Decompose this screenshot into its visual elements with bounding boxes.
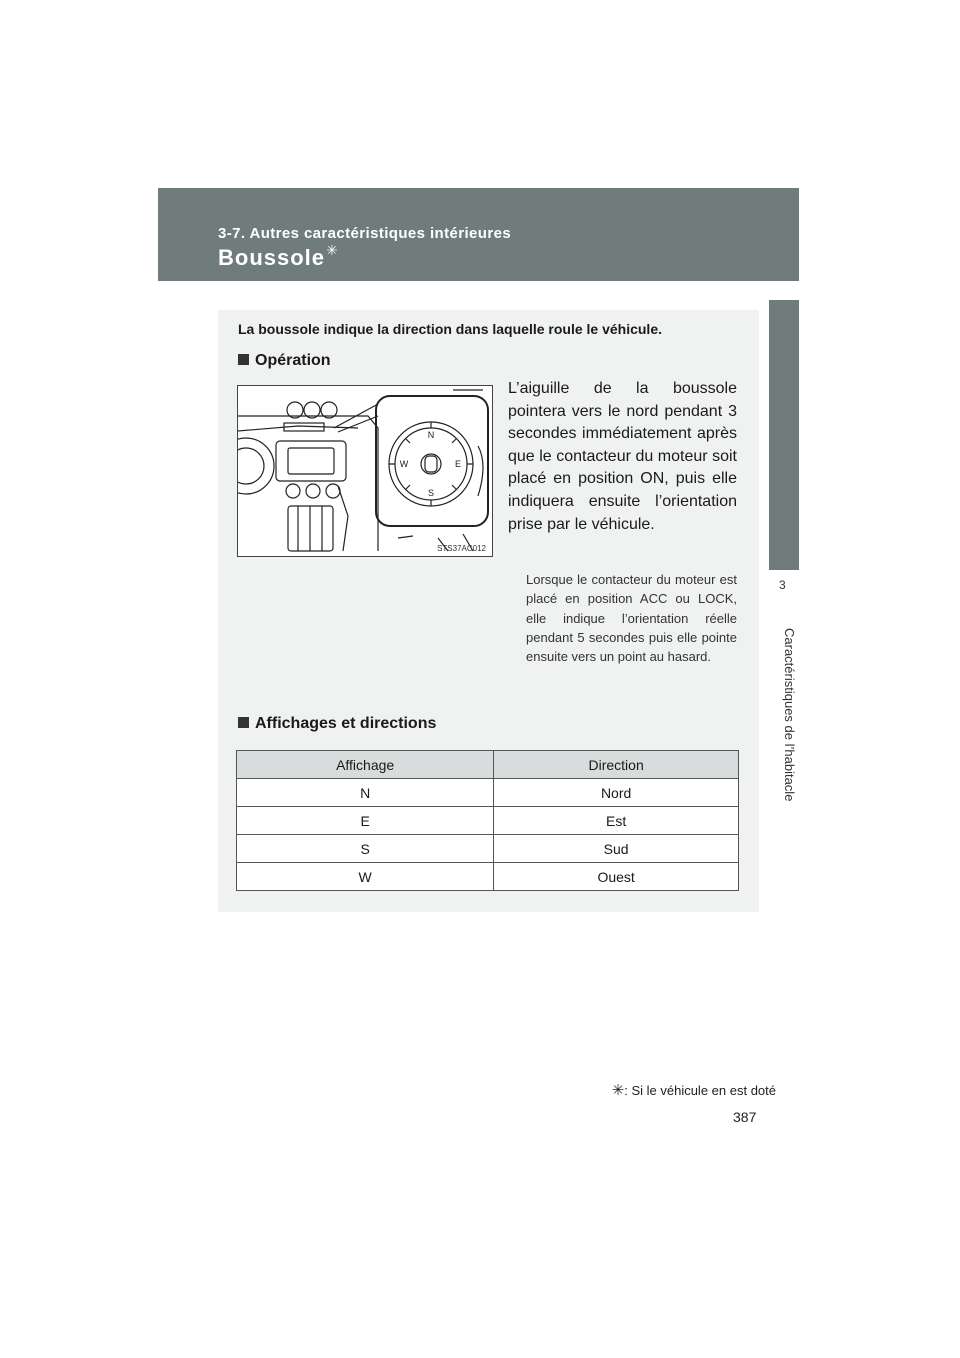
table-cell: N xyxy=(237,779,494,807)
table-cell: Nord xyxy=(494,779,739,807)
chapter-number: 3 xyxy=(779,578,786,592)
page-number: 387 xyxy=(733,1109,757,1125)
chapter-label: Caractéristiques de l’habitacle xyxy=(782,628,797,802)
table-row xyxy=(237,807,739,835)
operation-note: Lorsque le contacteur du moteur est placé en position ACC ou LOCK, elle indique l’orientation réelle pendant 5 secondes puis elle pointe ensuite vers un point au hasard. xyxy=(526,572,737,665)
table-cell: S xyxy=(237,835,494,863)
compass-letter-n: N xyxy=(427,430,435,440)
table-cell: Sud xyxy=(494,835,739,863)
operation-paragraph: L’aiguille de la boussole pointera vers le nord pendant 3 secondes immédiatement après que le contacteur du moteur soit placé en position ON, puis elle indiquera ensuite l’orientation prise par le véhicule. xyxy=(508,380,737,533)
compass-letter-e: E xyxy=(454,459,462,469)
page-header xyxy=(158,188,799,281)
compass-letter-s: S xyxy=(427,488,435,498)
table-row xyxy=(237,779,739,807)
bullet-square-icon xyxy=(238,354,249,365)
intro-text: La boussole indique la direction dans laquelle roule le véhicule. xyxy=(238,321,662,337)
table-row xyxy=(237,835,739,863)
footnote-text: : Si le véhicule en est doté xyxy=(624,1083,776,1098)
displays-heading-text: Affichages et directions xyxy=(255,715,437,732)
table-header-row xyxy=(237,751,739,779)
table-cell: Ouest xyxy=(494,863,739,891)
title-text: Boussole xyxy=(218,245,326,270)
directions-table xyxy=(236,750,739,891)
section-title: 3-7. Autres caractéristiques intérieures xyxy=(218,225,512,242)
compass-letter-w: W xyxy=(399,459,409,469)
operation-heading xyxy=(238,352,331,370)
displays-heading xyxy=(238,715,436,733)
content-panel xyxy=(218,310,759,912)
footnote xyxy=(612,1081,776,1099)
operation-heading-text: Opération xyxy=(255,352,331,369)
page-title xyxy=(218,242,339,271)
table-cell: E xyxy=(237,807,494,835)
column-header: Affichage xyxy=(237,751,494,779)
table-cell: Est xyxy=(494,807,739,835)
table-row xyxy=(237,863,739,891)
compass-illustration xyxy=(237,385,493,557)
bullet-square-icon xyxy=(238,717,249,728)
dashboard-compass-drawing xyxy=(238,386,493,557)
column-header: Direction xyxy=(494,751,739,779)
chapter-tab xyxy=(769,300,799,570)
footnote-mark: ✳ xyxy=(611,1082,625,1099)
optional-mark: ✳ xyxy=(326,242,339,258)
table-cell: W xyxy=(237,863,494,891)
figure-code: STS37AC012 xyxy=(437,544,486,553)
